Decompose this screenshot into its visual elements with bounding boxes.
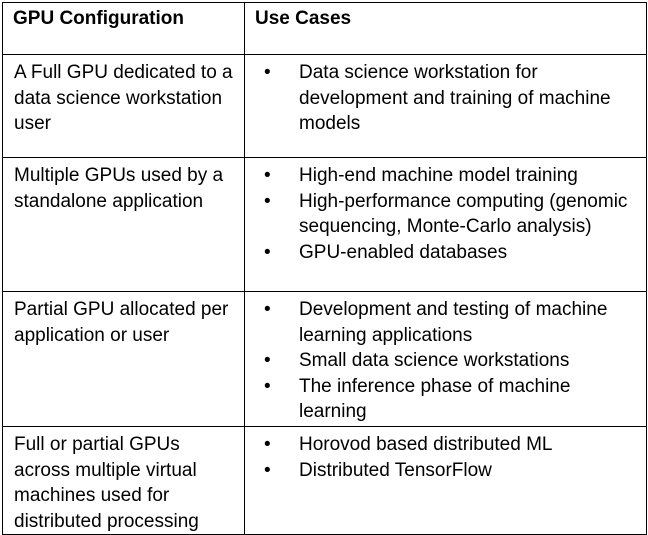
use-cases-cell bbox=[245, 427, 647, 535]
table-row bbox=[3, 158, 647, 292]
config-cell: Multiple GPUs used by a standalone application bbox=[3, 158, 245, 292]
use-cases-cell bbox=[245, 55, 647, 158]
use-case-item: • Data science workstation for development and training of machine models bbox=[245, 60, 640, 137]
gpu-use-cases-table bbox=[2, 2, 647, 535]
use-case-list bbox=[245, 163, 640, 265]
config-cell: A Full GPU dedicated to a data science workstation user bbox=[3, 55, 245, 158]
use-case-item: • Small data science workstations bbox=[245, 348, 640, 374]
use-case-item: • Development and testing of machine learning applications bbox=[245, 297, 640, 348]
use-case-item: • High-performance computing (genomic sequencing, Monte-Carlo analysis) bbox=[245, 189, 640, 240]
use-case-list bbox=[245, 297, 640, 425]
table-header-row bbox=[3, 3, 647, 55]
config-cell: Partial GPU allocated per application or user bbox=[3, 292, 245, 427]
use-case-item: • The inference phase of machine learning bbox=[245, 374, 640, 425]
use-case-item: • Distributed TensorFlow bbox=[245, 458, 640, 484]
header-use-cases: Use Cases bbox=[245, 3, 647, 55]
use-cases-cell bbox=[245, 292, 647, 427]
use-cases-cell bbox=[245, 158, 647, 292]
table-row bbox=[3, 427, 647, 535]
config-cell: Full or partial GPUs across multiple virtual machines used for distributed processing bbox=[3, 427, 245, 535]
table-row bbox=[3, 55, 647, 158]
table-row bbox=[3, 292, 647, 427]
use-case-item: • High-end machine model training bbox=[245, 163, 640, 189]
use-case-item: • GPU-enabled databases bbox=[245, 240, 640, 266]
use-case-item: • Horovod based distributed ML bbox=[245, 432, 640, 458]
use-case-list bbox=[245, 432, 640, 483]
use-case-list bbox=[245, 60, 640, 137]
header-gpu-configuration: GPU Configuration bbox=[3, 3, 245, 55]
